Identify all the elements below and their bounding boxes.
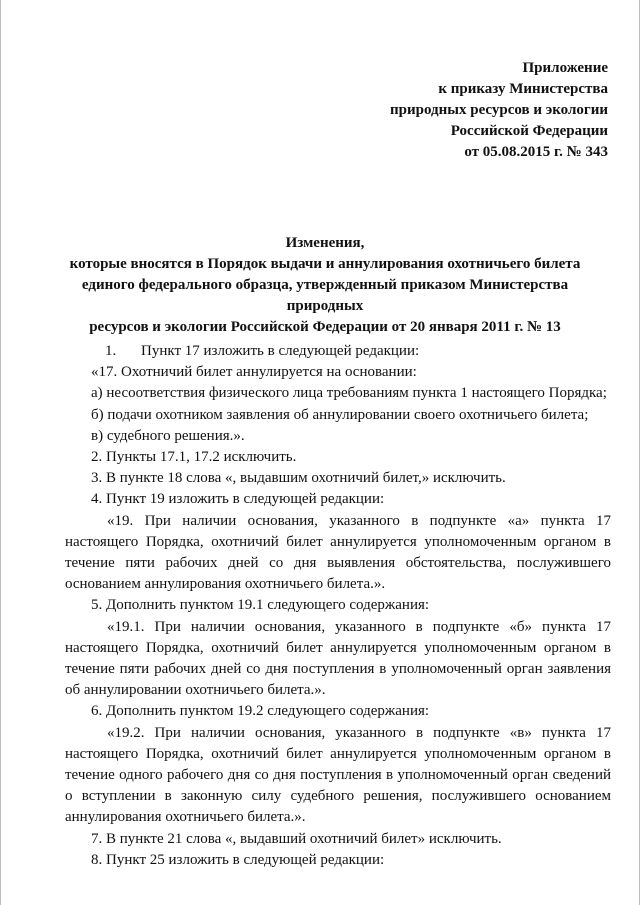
title-subtitle-line: которые вносятся в Порядок выдачи и аннулирования охотничьего билета (69, 256, 581, 272)
paragraph-19-2: «19.2. При наличии основания, указанного в подпункте «в» пункта 17 настоящего Порядка, охотничий билет аннулируется уполномоченным органом в течение одного рабочего дня со дня поступления в уполномоченный орган сведений о вступлении в законную силу судебного решения, послужившего основанием аннулирования охотничьего билета.». (65, 724, 611, 826)
paragraph-19: «19. При наличии основания, указанного в подпункте «а» пункта 17 настоящего Порядка, охотничий билет аннулируется уполномоченным органом в течение пяти рабочих дней со дня выявления обстоятельства, послужившего основанием аннулирования охотничьего билета.». (65, 512, 611, 593)
paragraph-17-b: б) подачи охотником заявления об аннулировании своего охотничьего билета; (91, 406, 589, 423)
title-subtitle-line: единого федерального образца, утвержденный приказом Министерства природных (81, 277, 569, 314)
paragraph-17-a: а) несоответствия физического лица требованиям пункта 1 настоящего Порядка; (91, 385, 607, 402)
item-7: 7. В пункте 21 слова «, выдавший охотничий билет» исключить. (91, 830, 502, 847)
document-title (61, 233, 589, 338)
title-subtitle-line: ресурсов и экологии Российской Федерации от 20 января 2011 г. № 13 (89, 319, 561, 335)
item-1 (65, 341, 611, 362)
annex-line: от 05.08.2015 г. № 343 (464, 144, 608, 160)
item-3: 3. В пункте 18 слова «, выдавшим охотничий билет,» исключить. (91, 470, 506, 487)
item-6: 6. Дополнить пунктом 19.2 следующего содержания: (91, 703, 430, 720)
item-1-number: 1. (105, 343, 117, 359)
item-8: 8. Пункт 25 изложить в следующей редакции: (91, 851, 385, 868)
item-5: 5. Дополнить пунктом 19.1 следующего содержания: (91, 597, 430, 614)
annex-header (390, 58, 608, 163)
paragraph-17-c: в) судебного решения.». (91, 427, 245, 444)
item-2: 2. Пункты 17.1, 17.2 исключить. (91, 449, 297, 466)
annex-line: к приказу Министерства (438, 81, 608, 97)
document-body (65, 341, 611, 871)
title-heading: Изменения, (285, 235, 365, 251)
item-4: 4. Пункт 19 изложить в следующей редакции: (91, 491, 385, 508)
item-1-text: Пункт 17 изложить в следующей редакции: (141, 343, 420, 359)
paragraph-17-intro: «17. Охотничий билет аннулируется на основании: (91, 364, 417, 381)
annex-line: природных ресурсов и экологии (390, 102, 608, 118)
annex-line: Российской Федерации (450, 123, 608, 139)
annex-line: Приложение (522, 60, 608, 76)
paragraph-19-1: «19.1. При наличии основания, указанного в подпункте «б» пункта 17 настоящего Порядка, охотничий билет аннулируется уполномоченным органом в течение пяти рабочих дней со дня поступления в уполномоченный орган заявления об аннулировании охотничьего билета.». (65, 618, 611, 699)
